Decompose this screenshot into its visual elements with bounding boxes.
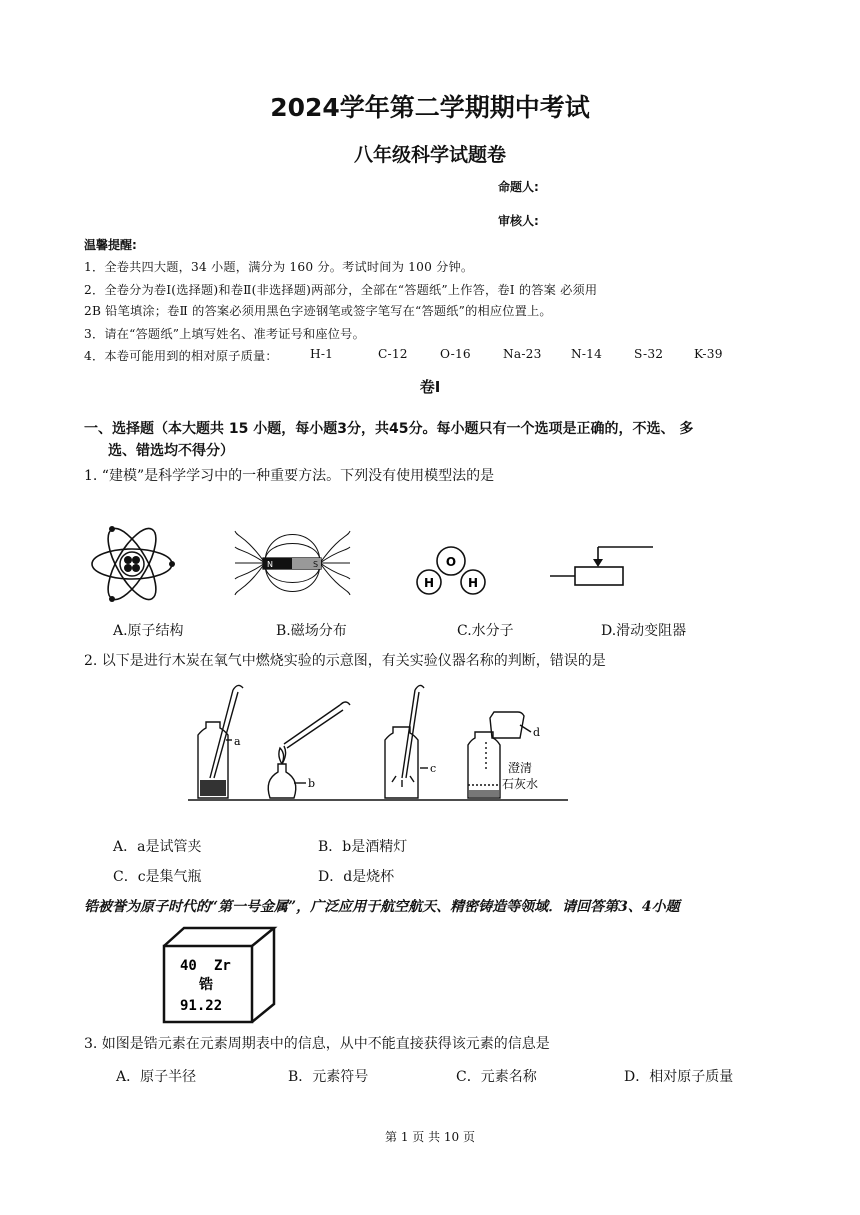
question-2-option-b[interactable]: B．b是酒精灯 <box>318 839 408 855</box>
label-a: a <box>234 735 241 748</box>
question-1-option-c[interactable]: C.水分子 <box>457 623 514 639</box>
element-symbol: Zr <box>214 958 231 974</box>
note-line-3: 3．请在“答题纸”上填写姓名、准考证号和座位号。 <box>84 327 365 341</box>
label-d: d <box>533 726 541 739</box>
hydrogen-label: H <box>467 576 479 590</box>
label-b: b <box>308 777 316 790</box>
label-c: c <box>430 762 437 775</box>
section-heading-b: 选、错选均不得分） <box>108 443 234 459</box>
question-2-stem: 2. 以下是进行木炭在氧气中燃烧实验的示意图，有关实验仪器名称的判断，错误的是 <box>84 653 606 669</box>
page-footer: 第 1 页 共 10 页 <box>385 1130 475 1144</box>
page-title: 2024学年第二学期期中考试 <box>270 93 590 122</box>
question-1-option-a[interactable]: A.原子结构 <box>113 623 184 639</box>
volume-label: 卷I <box>419 378 441 396</box>
page-subtitle: 八年级科学试题卷 <box>353 144 506 166</box>
question-3-option-a[interactable]: A．原子半径 <box>116 1069 197 1085</box>
question-3-option-b[interactable]: B．元素符号 <box>288 1069 369 1085</box>
notes-heading: 温馨提醒: <box>84 238 137 252</box>
atomic-mass: N-14 <box>571 347 603 361</box>
atomic-mass: Na-23 <box>503 347 542 361</box>
reviewer-label: 审核人: <box>498 214 539 228</box>
atomic-mass: S-32 <box>634 347 664 361</box>
element-name: 锆 <box>199 977 213 993</box>
atomic-mass: H-1 <box>310 347 334 361</box>
question-2-option-d[interactable]: D．d是烧杯 <box>318 869 395 885</box>
question-2-option-a[interactable]: A．a是试管夹 <box>113 839 202 855</box>
note-line-4-prefix: 4．本卷可能用到的相对原子质量： <box>84 349 278 363</box>
element-card-figure <box>162 926 277 1026</box>
context-paragraph: 锆被誉为原子时代的“第一号金属”，广泛应用于航空航天、精密铸造等领域．请回答第3、4小题 <box>84 899 680 915</box>
limewater-label-1: 澄清 <box>508 761 533 775</box>
question-3-option-d[interactable]: D．相对原子质量 <box>624 1069 734 1085</box>
note-line-2b: 2B 铅笔填涂；卷Ⅱ 的答案必须用黑色字迹钢笔或签字笔写在“答题纸”的相应位置上。 <box>84 304 552 318</box>
note-line-1: 1．全卷共四大题，34 小题，满分为 160 分。考试时间为 100 分钟。 <box>84 260 474 274</box>
note-line-2a: 2．全卷分为卷Ⅰ(选择题)和卷Ⅱ(非选择题)两部分，全部在“答题纸”上作答，卷Ⅰ 的答案 必须用 <box>84 283 598 297</box>
atomic-mass: K-39 <box>694 347 723 361</box>
limewater-label-2: 石灰水 <box>502 777 539 791</box>
question-3-option-c[interactable]: C．元素名称 <box>456 1069 537 1085</box>
section-heading-a: 一、选择题（本大题共 15 小题，每小题3分，共45分。每小题只有一个选项是正确的，不选、 多 <box>84 421 694 437</box>
magnet-n-label: N <box>267 560 273 569</box>
hydrogen-label: H <box>423 576 435 590</box>
atomic-mass: C-12 <box>378 347 408 361</box>
question-1-stem: 1. “建模”是科学学习中的一种重要方法。下列没有使用模型法的是 <box>84 468 495 484</box>
magnet-s-label: S <box>313 560 319 569</box>
question-2-option-c[interactable]: C．c是集气瓶 <box>113 869 202 885</box>
element-number: 40 <box>180 958 197 974</box>
question-1-option-d[interactable]: D.滑动变阻器 <box>601 623 687 639</box>
question-3-stem: 3. 如图是锆元素在元素周期表中的信息，从中不能直接获得该元素的信息是 <box>84 1036 550 1052</box>
oxygen-label: O <box>445 555 457 569</box>
author-label: 命题人: <box>498 180 539 194</box>
atomic-mass: O-16 <box>440 347 471 361</box>
question-1-option-b[interactable]: B.磁场分布 <box>276 623 347 639</box>
element-mass: 91.22 <box>180 998 223 1014</box>
